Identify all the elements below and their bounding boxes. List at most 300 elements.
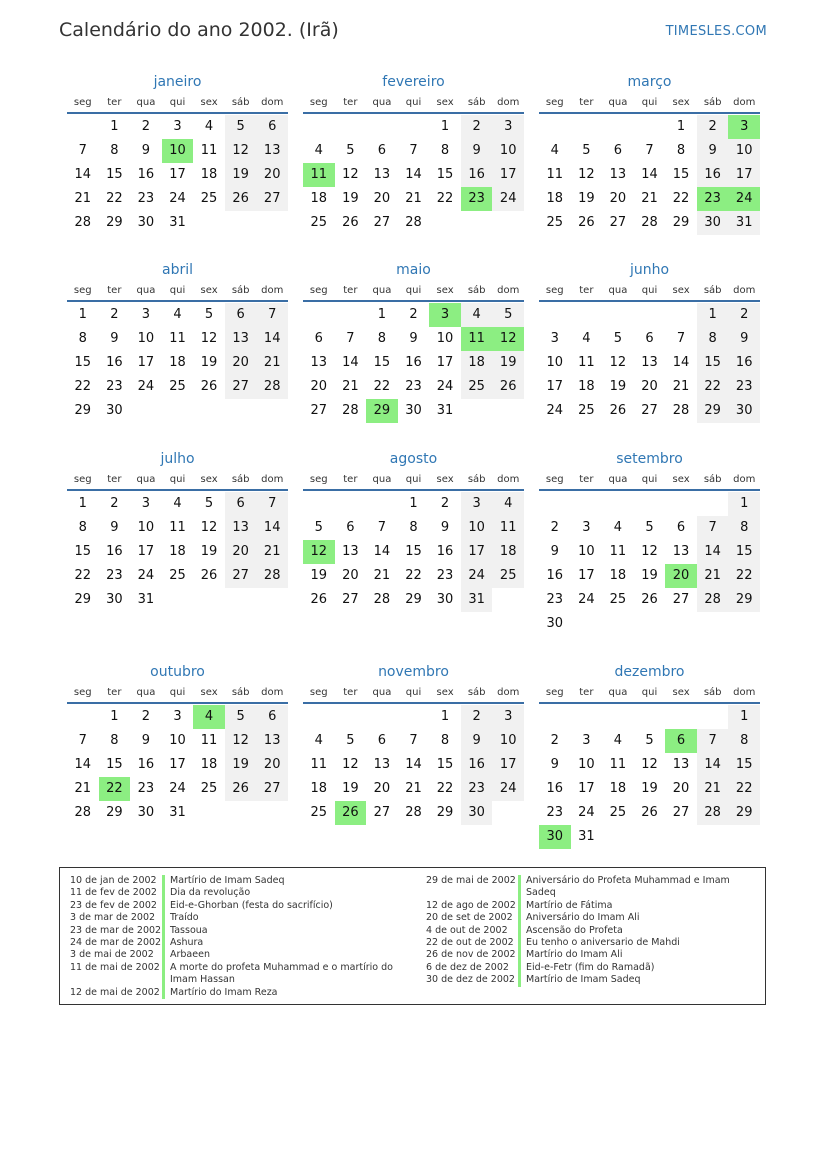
day-cell[interactable]: 24 bbox=[137, 379, 155, 394]
day-cell[interactable]: 17 bbox=[546, 379, 564, 394]
day-cell[interactable]: 28 bbox=[373, 592, 391, 607]
day-cell[interactable]: 15 bbox=[106, 757, 123, 772]
day-cell[interactable]: 11 bbox=[492, 516, 524, 540]
day-cell[interactable]: 4 bbox=[582, 331, 591, 346]
day-cell[interactable]: 24 bbox=[436, 379, 454, 394]
day-cell[interactable]: 10 bbox=[492, 729, 524, 753]
day-cell[interactable]: 28 bbox=[405, 215, 422, 230]
day-cell[interactable]: 7 bbox=[645, 143, 654, 158]
holiday-day-cell[interactable]: 20 bbox=[665, 564, 697, 588]
holiday-day-cell[interactable]: 12 bbox=[303, 540, 335, 564]
day-cell[interactable]: 27 bbox=[672, 592, 690, 607]
day-cell[interactable]: 16 bbox=[405, 355, 422, 370]
day-cell[interactable]: 16 bbox=[546, 781, 564, 796]
day-cell[interactable]: 15 bbox=[74, 544, 92, 559]
day-cell[interactable]: 14 bbox=[74, 757, 92, 772]
day-cell[interactable]: 31 bbox=[578, 829, 595, 844]
day-cell[interactable]: 25 bbox=[200, 191, 218, 206]
day-cell[interactable]: 29 bbox=[728, 801, 760, 825]
day-cell[interactable]: 2 bbox=[141, 119, 151, 134]
day-cell[interactable]: 14 bbox=[697, 753, 729, 777]
day-cell[interactable]: 7 bbox=[697, 729, 729, 753]
day-cell[interactable]: 7 bbox=[409, 733, 418, 748]
day-cell[interactable]: 23 bbox=[137, 781, 155, 796]
day-cell[interactable]: 11 bbox=[609, 544, 627, 559]
day-cell[interactable]: 16 bbox=[137, 167, 155, 182]
day-cell[interactable]: 8 bbox=[440, 143, 450, 158]
day-cell[interactable]: 26 bbox=[310, 592, 328, 607]
holiday-day-cell[interactable]: 6 bbox=[665, 729, 697, 753]
day-cell[interactable]: 5 bbox=[492, 303, 524, 327]
day-cell[interactable]: 4 bbox=[550, 143, 559, 158]
day-cell[interactable]: 9 bbox=[461, 729, 493, 753]
day-cell[interactable]: 27 bbox=[310, 403, 328, 418]
day-cell[interactable]: 18 bbox=[461, 351, 493, 375]
day-cell[interactable]: 21 bbox=[697, 777, 729, 801]
day-cell[interactable]: 7 bbox=[256, 492, 288, 516]
holiday-day-cell[interactable]: 26 bbox=[335, 801, 367, 825]
day-cell[interactable]: 5 bbox=[582, 143, 591, 158]
day-cell[interactable]: 29 bbox=[672, 215, 690, 230]
day-cell[interactable]: 12 bbox=[641, 757, 658, 772]
day-cell[interactable]: 14 bbox=[405, 167, 422, 182]
day-cell[interactable]: 2 bbox=[461, 705, 493, 729]
day-cell[interactable]: 12 bbox=[578, 167, 595, 182]
day-cell[interactable]: 29 bbox=[106, 215, 123, 230]
day-cell[interactable]: 28 bbox=[641, 215, 658, 230]
day-cell[interactable]: 24 bbox=[492, 777, 524, 801]
day-cell[interactable]: 23 bbox=[728, 375, 760, 399]
day-cell[interactable]: 18 bbox=[200, 167, 218, 182]
day-cell[interactable]: 29 bbox=[106, 805, 123, 820]
day-cell[interactable]: 10 bbox=[578, 544, 595, 559]
day-cell[interactable]: 8 bbox=[110, 143, 119, 158]
day-cell[interactable]: 7 bbox=[377, 520, 387, 535]
day-cell[interactable]: 13 bbox=[373, 757, 391, 772]
day-cell[interactable]: 28 bbox=[74, 215, 92, 230]
day-cell[interactable]: 5 bbox=[645, 733, 654, 748]
day-cell[interactable]: 24 bbox=[461, 564, 493, 588]
day-cell[interactable]: 25 bbox=[609, 805, 627, 820]
day-cell[interactable]: 4 bbox=[492, 492, 524, 516]
day-cell[interactable]: 19 bbox=[310, 568, 328, 583]
day-cell[interactable]: 15 bbox=[697, 351, 729, 375]
day-cell[interactable]: 24 bbox=[578, 805, 595, 820]
day-cell[interactable]: 29 bbox=[405, 592, 422, 607]
day-cell[interactable]: 3 bbox=[582, 520, 591, 535]
day-cell[interactable]: 17 bbox=[492, 753, 524, 777]
day-cell[interactable]: 24 bbox=[169, 191, 186, 206]
day-cell[interactable]: 24 bbox=[137, 568, 155, 583]
day-cell[interactable]: 6 bbox=[346, 520, 355, 535]
day-cell[interactable]: 21 bbox=[256, 351, 288, 375]
holiday-day-cell[interactable]: 12 bbox=[492, 327, 524, 351]
brand-logo-text[interactable]: TIMESLES.COM bbox=[665, 24, 767, 39]
day-cell[interactable]: 20 bbox=[310, 379, 328, 394]
day-cell[interactable]: 1 bbox=[728, 705, 760, 729]
day-cell[interactable]: 6 bbox=[314, 331, 323, 346]
day-cell[interactable]: 29 bbox=[697, 399, 729, 423]
day-cell[interactable]: 10 bbox=[546, 355, 564, 370]
day-cell[interactable]: 19 bbox=[225, 163, 257, 187]
day-cell[interactable]: 1 bbox=[110, 119, 119, 134]
day-cell[interactable]: 22 bbox=[106, 191, 123, 206]
day-cell[interactable]: 24 bbox=[169, 781, 186, 796]
day-cell[interactable]: 27 bbox=[373, 805, 391, 820]
day-cell[interactable]: 17 bbox=[137, 355, 155, 370]
day-cell[interactable]: 10 bbox=[492, 139, 524, 163]
day-cell[interactable]: 6 bbox=[676, 520, 686, 535]
day-cell[interactable]: 25 bbox=[492, 564, 524, 588]
day-cell[interactable]: 1 bbox=[676, 119, 686, 134]
day-cell[interactable]: 7 bbox=[78, 733, 87, 748]
day-cell[interactable]: 8 bbox=[409, 520, 418, 535]
day-cell[interactable]: 14 bbox=[641, 167, 658, 182]
day-cell[interactable]: 8 bbox=[78, 331, 87, 346]
day-cell[interactable]: 5 bbox=[204, 496, 214, 511]
day-cell[interactable]: 6 bbox=[256, 705, 288, 729]
holiday-day-cell[interactable]: 29 bbox=[366, 399, 398, 423]
day-cell[interactable]: 27 bbox=[256, 777, 288, 801]
day-cell[interactable]: 1 bbox=[110, 709, 119, 724]
day-cell[interactable]: 3 bbox=[492, 115, 524, 139]
day-cell[interactable]: 29 bbox=[74, 403, 92, 418]
day-cell[interactable]: 5 bbox=[346, 143, 355, 158]
day-cell[interactable]: 4 bbox=[173, 307, 182, 322]
day-cell[interactable]: 30 bbox=[137, 215, 155, 230]
day-cell[interactable]: 15 bbox=[436, 757, 454, 772]
day-cell[interactable]: 12 bbox=[342, 167, 359, 182]
day-cell[interactable]: 3 bbox=[492, 705, 524, 729]
day-cell[interactable]: 28 bbox=[405, 805, 422, 820]
day-cell[interactable]: 21 bbox=[405, 781, 422, 796]
day-cell[interactable]: 9 bbox=[728, 327, 760, 351]
day-cell[interactable]: 16 bbox=[461, 753, 493, 777]
day-cell[interactable]: 30 bbox=[461, 801, 493, 825]
day-cell[interactable]: 27 bbox=[256, 187, 288, 211]
day-cell[interactable]: 23 bbox=[461, 777, 493, 801]
holiday-day-cell[interactable]: 4 bbox=[193, 705, 225, 729]
day-cell[interactable]: 19 bbox=[578, 191, 595, 206]
day-cell[interactable]: 18 bbox=[492, 540, 524, 564]
day-cell[interactable]: 22 bbox=[405, 568, 422, 583]
holiday-day-cell[interactable]: 3 bbox=[728, 115, 760, 139]
day-cell[interactable]: 21 bbox=[672, 379, 690, 394]
day-cell[interactable]: 6 bbox=[613, 143, 623, 158]
day-cell[interactable]: 17 bbox=[137, 544, 155, 559]
day-cell[interactable]: 14 bbox=[373, 544, 391, 559]
day-cell[interactable]: 30 bbox=[697, 211, 729, 235]
day-cell[interactable]: 12 bbox=[641, 544, 658, 559]
day-cell[interactable]: 11 bbox=[200, 143, 218, 158]
day-cell[interactable]: 13 bbox=[672, 757, 690, 772]
day-cell[interactable]: 11 bbox=[578, 355, 595, 370]
day-cell[interactable]: 31 bbox=[169, 805, 186, 820]
day-cell[interactable]: 18 bbox=[609, 781, 627, 796]
day-cell[interactable]: 20 bbox=[373, 191, 391, 206]
day-cell[interactable]: 7 bbox=[346, 331, 355, 346]
day-cell[interactable]: 18 bbox=[578, 379, 595, 394]
day-cell[interactable]: 6 bbox=[377, 143, 387, 158]
day-cell[interactable]: 8 bbox=[728, 729, 760, 753]
day-cell[interactable]: 31 bbox=[728, 211, 760, 235]
day-cell[interactable]: 12 bbox=[609, 355, 627, 370]
day-cell[interactable]: 29 bbox=[728, 588, 760, 612]
day-cell[interactable]: 7 bbox=[676, 331, 686, 346]
day-cell[interactable]: 18 bbox=[546, 191, 564, 206]
day-cell[interactable]: 5 bbox=[645, 520, 654, 535]
day-cell[interactable]: 7 bbox=[78, 143, 87, 158]
day-cell[interactable]: 26 bbox=[609, 403, 627, 418]
day-cell[interactable]: 20 bbox=[641, 379, 658, 394]
day-cell[interactable]: 8 bbox=[440, 733, 450, 748]
day-cell[interactable]: 16 bbox=[106, 355, 123, 370]
day-cell[interactable]: 13 bbox=[373, 167, 391, 182]
day-cell[interactable]: 13 bbox=[641, 355, 658, 370]
day-cell[interactable]: 20 bbox=[373, 781, 391, 796]
day-cell[interactable]: 22 bbox=[436, 781, 454, 796]
day-cell[interactable]: 15 bbox=[728, 753, 760, 777]
day-cell[interactable]: 27 bbox=[641, 403, 658, 418]
day-cell[interactable]: 13 bbox=[225, 516, 257, 540]
day-cell[interactable]: 31 bbox=[137, 592, 155, 607]
day-cell[interactable]: 31 bbox=[461, 588, 493, 612]
day-cell[interactable]: 17 bbox=[436, 355, 454, 370]
day-cell[interactable]: 19 bbox=[492, 351, 524, 375]
day-cell[interactable]: 29 bbox=[436, 805, 454, 820]
day-cell[interactable]: 5 bbox=[204, 307, 214, 322]
day-cell[interactable]: 11 bbox=[609, 757, 627, 772]
day-cell[interactable]: 31 bbox=[169, 215, 186, 230]
day-cell[interactable]: 1 bbox=[377, 307, 387, 322]
day-cell[interactable]: 2 bbox=[728, 303, 760, 327]
day-cell[interactable]: 25 bbox=[169, 379, 186, 394]
day-cell[interactable]: 29 bbox=[74, 592, 92, 607]
day-cell[interactable]: 12 bbox=[225, 729, 257, 753]
day-cell[interactable]: 22 bbox=[436, 191, 454, 206]
day-cell[interactable]: 30 bbox=[106, 592, 123, 607]
holiday-day-cell[interactable]: 10 bbox=[162, 139, 194, 163]
day-cell[interactable]: 9 bbox=[141, 733, 151, 748]
day-cell[interactable]: 16 bbox=[461, 163, 493, 187]
day-cell[interactable]: 19 bbox=[342, 781, 359, 796]
day-cell[interactable]: 3 bbox=[582, 733, 591, 748]
day-cell[interactable]: 23 bbox=[546, 805, 564, 820]
day-cell[interactable]: 17 bbox=[169, 757, 186, 772]
day-cell[interactable]: 8 bbox=[697, 327, 729, 351]
day-cell[interactable]: 10 bbox=[578, 757, 595, 772]
day-cell[interactable]: 11 bbox=[546, 167, 564, 182]
day-cell[interactable]: 26 bbox=[342, 215, 359, 230]
day-cell[interactable]: 2 bbox=[461, 115, 493, 139]
day-cell[interactable]: 9 bbox=[141, 143, 151, 158]
day-cell[interactable]: 7 bbox=[409, 143, 418, 158]
day-cell[interactable]: 27 bbox=[672, 805, 690, 820]
day-cell[interactable]: 19 bbox=[200, 544, 218, 559]
day-cell[interactable]: 20 bbox=[256, 753, 288, 777]
day-cell[interactable]: 4 bbox=[613, 733, 623, 748]
day-cell[interactable]: 19 bbox=[200, 355, 218, 370]
day-cell[interactable]: 20 bbox=[256, 163, 288, 187]
day-cell[interactable]: 5 bbox=[225, 705, 257, 729]
day-cell[interactable]: 13 bbox=[256, 729, 288, 753]
day-cell[interactable]: 17 bbox=[578, 568, 595, 583]
day-cell[interactable]: 30 bbox=[728, 399, 760, 423]
day-cell[interactable]: 25 bbox=[310, 805, 328, 820]
day-cell[interactable]: 1 bbox=[728, 492, 760, 516]
day-cell[interactable]: 14 bbox=[405, 757, 422, 772]
day-cell[interactable]: 30 bbox=[436, 592, 454, 607]
day-cell[interactable]: 16 bbox=[436, 544, 454, 559]
day-cell[interactable]: 4 bbox=[314, 733, 323, 748]
day-cell[interactable]: 10 bbox=[461, 516, 493, 540]
day-cell[interactable]: 6 bbox=[225, 492, 257, 516]
day-cell[interactable]: 15 bbox=[74, 355, 92, 370]
day-cell[interactable]: 10 bbox=[137, 331, 155, 346]
day-cell[interactable]: 22 bbox=[373, 379, 391, 394]
day-cell[interactable]: 12 bbox=[225, 139, 257, 163]
day-cell[interactable]: 28 bbox=[697, 588, 729, 612]
day-cell[interactable]: 2 bbox=[409, 307, 418, 322]
day-cell[interactable]: 9 bbox=[461, 139, 493, 163]
day-cell[interactable]: 8 bbox=[78, 520, 87, 535]
day-cell[interactable]: 2 bbox=[550, 733, 559, 748]
day-cell[interactable]: 21 bbox=[256, 540, 288, 564]
day-cell[interactable]: 21 bbox=[342, 379, 359, 394]
day-cell[interactable]: 27 bbox=[225, 564, 257, 588]
day-cell[interactable]: 21 bbox=[373, 568, 391, 583]
day-cell[interactable]: 5 bbox=[346, 733, 355, 748]
holiday-day-cell[interactable]: 22 bbox=[99, 777, 131, 801]
day-cell[interactable]: 18 bbox=[310, 191, 328, 206]
day-cell[interactable]: 1 bbox=[78, 307, 87, 322]
day-cell[interactable]: 14 bbox=[256, 516, 288, 540]
holiday-day-cell[interactable]: 24 bbox=[728, 187, 760, 211]
day-cell[interactable]: 5 bbox=[225, 115, 257, 139]
day-cell[interactable]: 19 bbox=[342, 191, 359, 206]
day-cell[interactable]: 4 bbox=[204, 119, 214, 134]
day-cell[interactable]: 18 bbox=[310, 781, 328, 796]
day-cell[interactable]: 30 bbox=[106, 403, 123, 418]
day-cell[interactable]: 25 bbox=[546, 215, 564, 230]
day-cell[interactable]: 2 bbox=[697, 115, 729, 139]
day-cell[interactable]: 16 bbox=[137, 757, 155, 772]
day-cell[interactable]: 21 bbox=[74, 191, 92, 206]
day-cell[interactable]: 7 bbox=[697, 516, 729, 540]
day-cell[interactable]: 17 bbox=[169, 167, 186, 182]
day-cell[interactable]: 10 bbox=[728, 139, 760, 163]
day-cell[interactable]: 14 bbox=[342, 355, 359, 370]
day-cell[interactable]: 20 bbox=[672, 781, 690, 796]
day-cell[interactable]: 13 bbox=[672, 544, 690, 559]
day-cell[interactable]: 22 bbox=[728, 777, 760, 801]
day-cell[interactable]: 15 bbox=[106, 167, 123, 182]
day-cell[interactable]: 30 bbox=[137, 805, 155, 820]
day-cell[interactable]: 26 bbox=[492, 375, 524, 399]
day-cell[interactable]: 4 bbox=[613, 520, 623, 535]
day-cell[interactable]: 1 bbox=[409, 496, 418, 511]
day-cell[interactable]: 4 bbox=[314, 143, 323, 158]
day-cell[interactable]: 17 bbox=[492, 163, 524, 187]
day-cell[interactable]: 21 bbox=[405, 191, 422, 206]
day-cell[interactable]: 9 bbox=[110, 331, 119, 346]
day-cell[interactable]: 22 bbox=[728, 564, 760, 588]
day-cell[interactable]: 26 bbox=[200, 379, 218, 394]
day-cell[interactable]: 18 bbox=[200, 757, 218, 772]
day-cell[interactable]: 18 bbox=[609, 568, 627, 583]
day-cell[interactable]: 25 bbox=[578, 403, 595, 418]
day-cell[interactable]: 16 bbox=[106, 544, 123, 559]
day-cell[interactable]: 4 bbox=[173, 496, 182, 511]
day-cell[interactable]: 23 bbox=[137, 191, 155, 206]
day-cell[interactable]: 26 bbox=[578, 215, 595, 230]
day-cell[interactable]: 26 bbox=[225, 777, 257, 801]
day-cell[interactable]: 26 bbox=[225, 187, 257, 211]
day-cell[interactable]: 19 bbox=[225, 753, 257, 777]
day-cell[interactable]: 15 bbox=[405, 544, 422, 559]
day-cell[interactable]: 3 bbox=[173, 119, 182, 134]
day-cell[interactable]: 28 bbox=[256, 375, 288, 399]
day-cell[interactable]: 28 bbox=[342, 403, 359, 418]
day-cell[interactable]: 11 bbox=[169, 331, 186, 346]
day-cell[interactable]: 21 bbox=[74, 781, 92, 796]
day-cell[interactable]: 20 bbox=[225, 540, 257, 564]
day-cell[interactable]: 8 bbox=[110, 733, 119, 748]
day-cell[interactable]: 30 bbox=[546, 616, 564, 631]
day-cell[interactable]: 6 bbox=[256, 115, 288, 139]
day-cell[interactable]: 9 bbox=[697, 139, 729, 163]
day-cell[interactable]: 5 bbox=[613, 331, 623, 346]
day-cell[interactable]: 23 bbox=[106, 568, 123, 583]
day-cell[interactable]: 1 bbox=[78, 496, 87, 511]
day-cell[interactable]: 12 bbox=[342, 757, 359, 772]
day-cell[interactable]: 13 bbox=[609, 167, 627, 182]
day-cell[interactable]: 11 bbox=[310, 757, 328, 772]
day-cell[interactable]: 12 bbox=[200, 331, 218, 346]
day-cell[interactable]: 10 bbox=[137, 520, 155, 535]
day-cell[interactable]: 28 bbox=[672, 403, 690, 418]
day-cell[interactable]: 20 bbox=[609, 191, 627, 206]
day-cell[interactable]: 7 bbox=[256, 303, 288, 327]
day-cell[interactable]: 10 bbox=[436, 331, 454, 346]
day-cell[interactable]: 9 bbox=[440, 520, 450, 535]
day-cell[interactable]: 24 bbox=[578, 592, 595, 607]
day-cell[interactable]: 12 bbox=[200, 520, 218, 535]
day-cell[interactable]: 11 bbox=[169, 520, 186, 535]
day-cell[interactable]: 22 bbox=[74, 568, 92, 583]
day-cell[interactable]: 6 bbox=[645, 331, 654, 346]
day-cell[interactable]: 3 bbox=[141, 307, 151, 322]
day-cell[interactable]: 6 bbox=[225, 303, 257, 327]
day-cell[interactable]: 24 bbox=[546, 403, 564, 418]
day-cell[interactable]: 17 bbox=[578, 781, 595, 796]
day-cell[interactable]: 25 bbox=[310, 215, 328, 230]
day-cell[interactable]: 25 bbox=[461, 375, 493, 399]
day-cell[interactable]: 26 bbox=[641, 592, 658, 607]
day-cell[interactable]: 10 bbox=[169, 733, 186, 748]
day-cell[interactable]: 20 bbox=[342, 568, 359, 583]
day-cell[interactable]: 17 bbox=[461, 540, 493, 564]
day-cell[interactable]: 13 bbox=[342, 544, 359, 559]
day-cell[interactable]: 13 bbox=[310, 355, 328, 370]
day-cell[interactable]: 3 bbox=[173, 709, 182, 724]
day-cell[interactable]: 14 bbox=[256, 327, 288, 351]
day-cell[interactable]: 15 bbox=[672, 167, 690, 182]
day-cell[interactable]: 25 bbox=[169, 568, 186, 583]
day-cell[interactable]: 8 bbox=[728, 516, 760, 540]
day-cell[interactable]: 22 bbox=[672, 191, 690, 206]
day-cell[interactable]: 11 bbox=[200, 733, 218, 748]
